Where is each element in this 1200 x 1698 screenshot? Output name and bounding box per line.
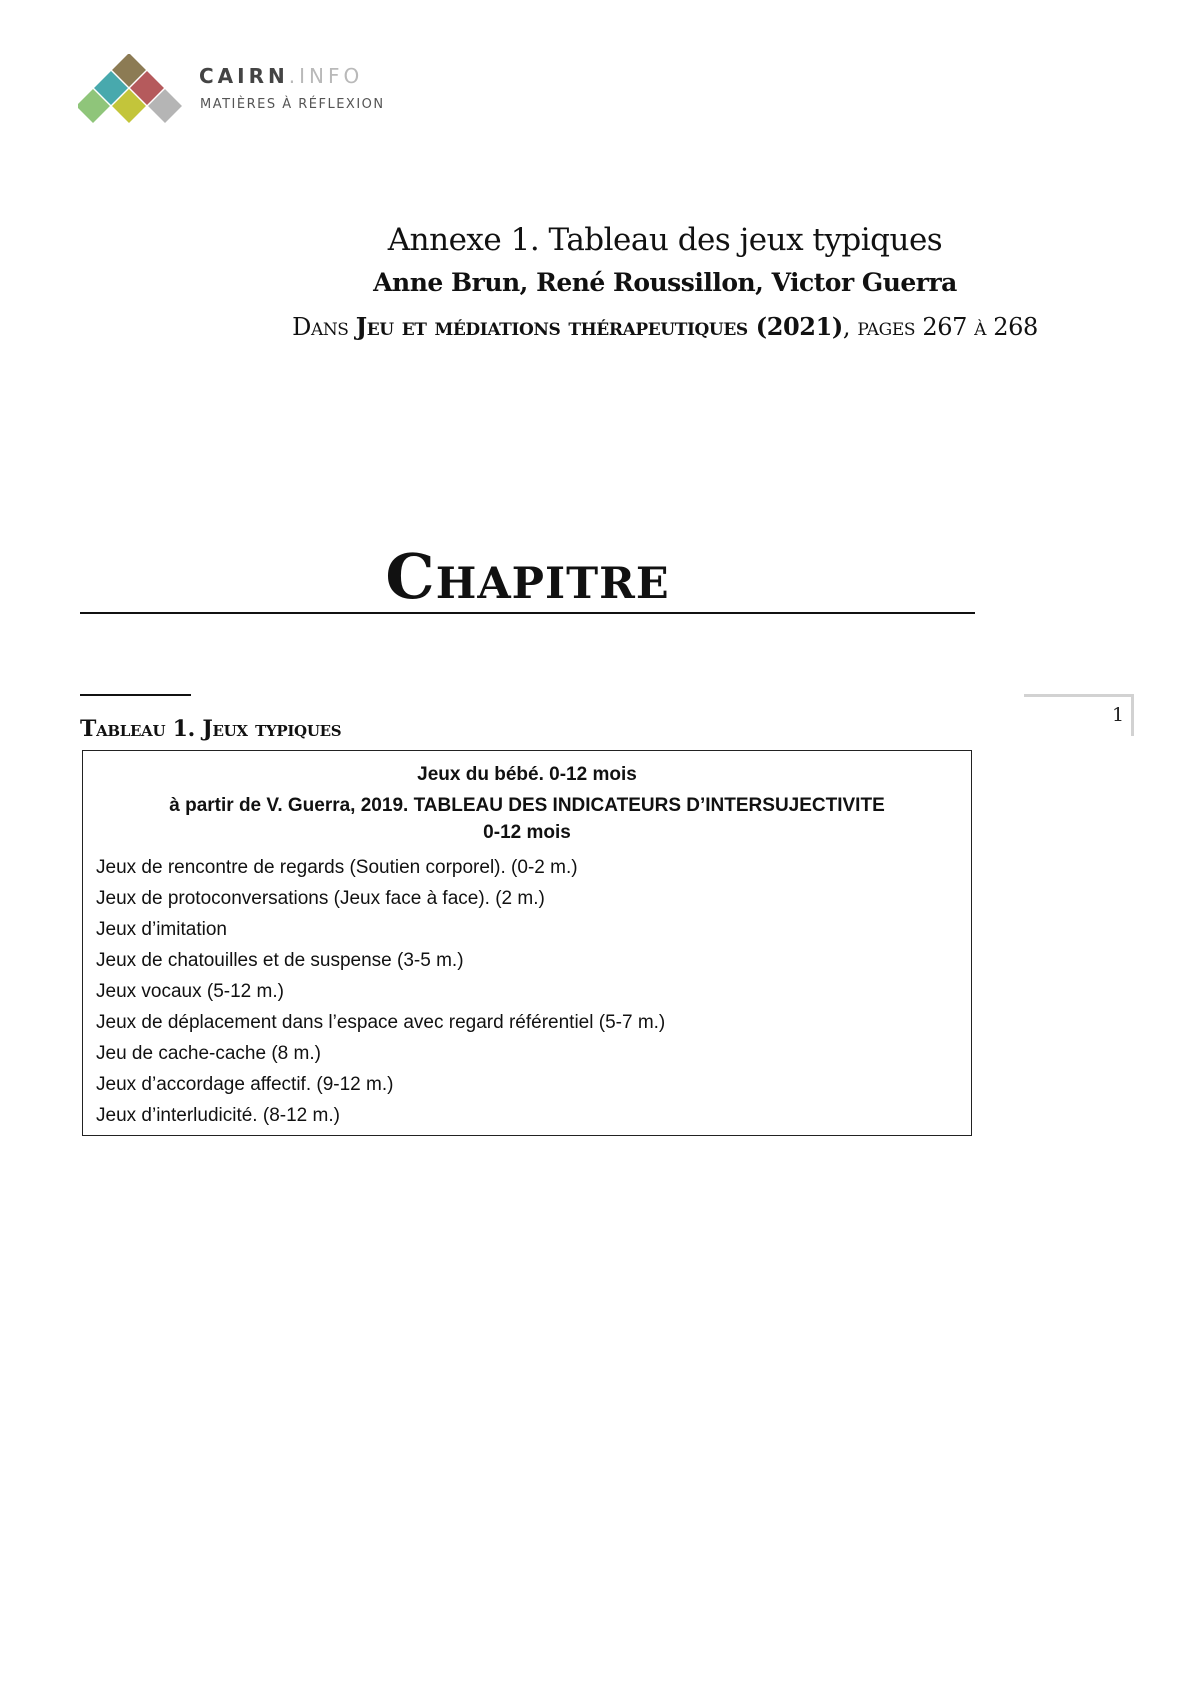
games-table	[82, 750, 972, 1136]
logo-tagline: MATIÈRES À RÉFLEXION	[200, 97, 385, 112]
page-marker-line	[1024, 694, 1134, 697]
caption-divider	[80, 694, 191, 696]
table-row: Jeux d’interludicité. (8-12 m.)	[96, 1105, 340, 1126]
table-row: Jeux de chatouilles et de suspense (3-5 m.)	[96, 950, 464, 971]
table-row: Jeu de cache-cache (8 m.)	[96, 1043, 321, 1064]
table-header-age-range: 0-12 mois	[483, 822, 571, 843]
table-caption: Tableau 1. Jeux typiques	[80, 716, 342, 742]
cairn-logo-mark-icon	[78, 54, 188, 134]
source-prefix: Dans	[292, 313, 349, 341]
cairn-logo[interactable]	[78, 54, 408, 134]
logo-wordmark: CAIRN.INFO	[199, 64, 364, 88]
source-pages: , pages 267 à 268	[842, 313, 1038, 341]
table-rows	[96, 852, 665, 1131]
source-book-link[interactable]: Jeu et médiations thérapeutiques (2021)	[355, 312, 843, 341]
table-row: Jeux de rencontre de regards (Soutien corporel). (0-2 m.)	[96, 857, 578, 878]
table-row: Jeux vocaux (5-12 m.)	[96, 981, 284, 1002]
table-header-source	[83, 795, 971, 817]
table-row: Jeux d’imitation	[96, 919, 227, 940]
table-header-indicators: TABLEAU DES INDICATEURS D’INTERSUJECTIVITE	[413, 795, 885, 816]
chapter-heading: Chapitre	[385, 540, 670, 613]
table-row: Jeux de déplacement dans l’espace avec regard référentiel (5-7 m.)	[96, 1012, 666, 1033]
page-number: 1	[1112, 704, 1125, 726]
table-row: Jeux de protoconversations (Jeux face à face). (2 m.)	[96, 888, 545, 909]
document-title: Annexe 1. Tableau des jeux typiques	[387, 222, 943, 258]
document-source	[0, 312, 1200, 341]
page-marker-edge	[1131, 694, 1134, 736]
table-header-title: Jeux du bébé. 0-12 mois	[417, 764, 637, 785]
document-authors: Anne Brun, René Roussillon, Victor Guerra	[373, 268, 957, 297]
table-row: Jeux d’accordage affectif. (9-12 m.)	[96, 1074, 394, 1095]
table-header-reference: à partir de V. Guerra, 2019.	[169, 795, 409, 816]
chapter-divider	[80, 612, 975, 614]
